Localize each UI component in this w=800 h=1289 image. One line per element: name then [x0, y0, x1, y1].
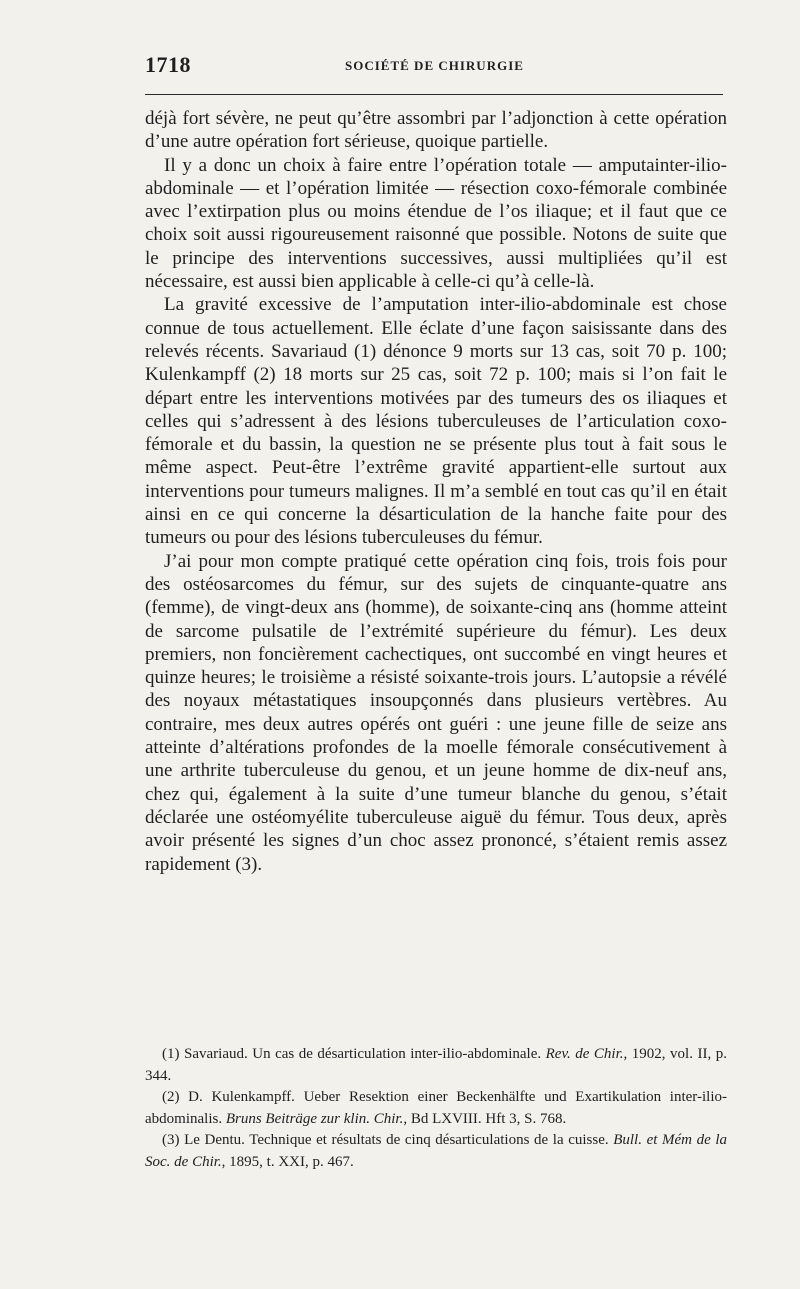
footnote	[145, 1130, 727, 1173]
footnote-journal: Bruns Beiträge zur klin. Chir.	[225, 1110, 404, 1127]
page-number: 1718	[145, 52, 191, 77]
page-header	[145, 52, 725, 76]
paragraph: La gravité excessive de l’amputation inter-ilio-abdominale est chose connue de tous actuellement. Elle éclate d’une façon saisissante dans des relevés récents. Savariaud (1) dénonce 9 morts sur 13 cas, soit 70 p. 100; Kulenkampff (2) 18 morts sur 25 cas, soit 72 p. 100; mais si l’on fait le départ entre les interventions motivées par des tumeurs des os iliaques et celles qui s’adressent à des lésions tuberculeuses de l’articulation coxo-fémorale et du bassin, la question ne se présente plus tout à fait sous le même aspect. Peut-être l’extrême gravité appartient-elle surtout aux interventions pour tumeurs malignes. Il m’a semblé en tout cas qu’il en était ainsi en ce qui concerne la désarticulation de la hanche faite pour des tumeurs ou pour des lésions tuberculeuses du fémur.	[145, 294, 727, 549]
footnote-text: (2) D. Kulenkampff. Ueber Resektion einer Beckenhälfte und Exartikulation inter-ilio-abdominalis.	[145, 1089, 727, 1127]
main-text	[145, 107, 727, 876]
footnotes	[145, 1044, 727, 1173]
paragraph: déjà fort sévère, ne peut qu’être assombri par l’adjonction à cette opération d’une autre opération fort sérieuse, quoique partielle.	[145, 108, 727, 153]
footnote-text: (1) Savariaud. Un cas de désarticulation inter-ilio-abdominale.	[162, 1046, 546, 1062]
footnote-text: (3) Le Dentu. Technique et résultats de cinq désarticulations de la cuisse.	[162, 1132, 614, 1148]
footnote	[145, 1087, 727, 1130]
footnote-reference: , 1902, vol. II, p. 344.	[145, 1046, 727, 1084]
footnote-journal: Rev. de Chir.	[545, 1046, 624, 1062]
footnote-journal: Bull. et Mém de la Soc. de Chir.	[145, 1132, 727, 1170]
footnote	[145, 1044, 727, 1087]
header-rule	[145, 94, 723, 95]
footnote-reference: , Bd LXVIII. Hft 3, S. 768.	[403, 1110, 567, 1127]
paragraph: J’ai pour mon compte pratiqué cette opération cinq fois, trois fois pour des ostéosarcomes du fémur, sur des sujets de cinquante-quatre ans (femme), de vingt-deux ans (homme), de soixante-cinq ans (homme atteint de sarcome pulsatile de l’extrémité supérieure du fémur). Les deux premiers, non foncièrement cachectiques, ont succombé en vingt heures et quinze heures; le troisième a résisté soixante-trois jours. L’autopsie a révélé des noyaux métastatiques insoupçonnés dans plusieurs vertèbres. Au contraire, mes deux autres opérés ont guéri : une jeune fille de seize ans atteinte d’altérations profondes de la moelle fémorale consécutivement à une arthrite tuberculeuse du genou, et un jeune homme de dix-neuf ans, chez qui, également à la suite d’une tumeur blanche du genou, s’était déclarée une ostéomyélite tuberculeuse aiguë du fémur. Tous deux, après avoir présenté les signes d’un choc assez prononcé, s’étaient remis assez rapidement (3).	[145, 550, 727, 875]
paragraph: Il y a donc un choix à faire entre l’opération totale — amputainter-ilio-abdominale — et l’opération limitée — résection coxo-fémorale combinée avec l’extirpation plus ou moins étendue de l’os iliaque; et il faut que ce choix soit aussi rigoureusement raisonné que possible. Notons de suite que le principe des interventions successives, aussi multipliées qu’il est nécessaire, est aussi bien applicable à celle-ci qu’à celle-là.	[145, 154, 727, 293]
footnote-reference: , 1895, t. XXI, p. 467.	[221, 1153, 354, 1170]
running-head: SOCIÉTÉ DE CHIRURGIE	[345, 58, 524, 73]
